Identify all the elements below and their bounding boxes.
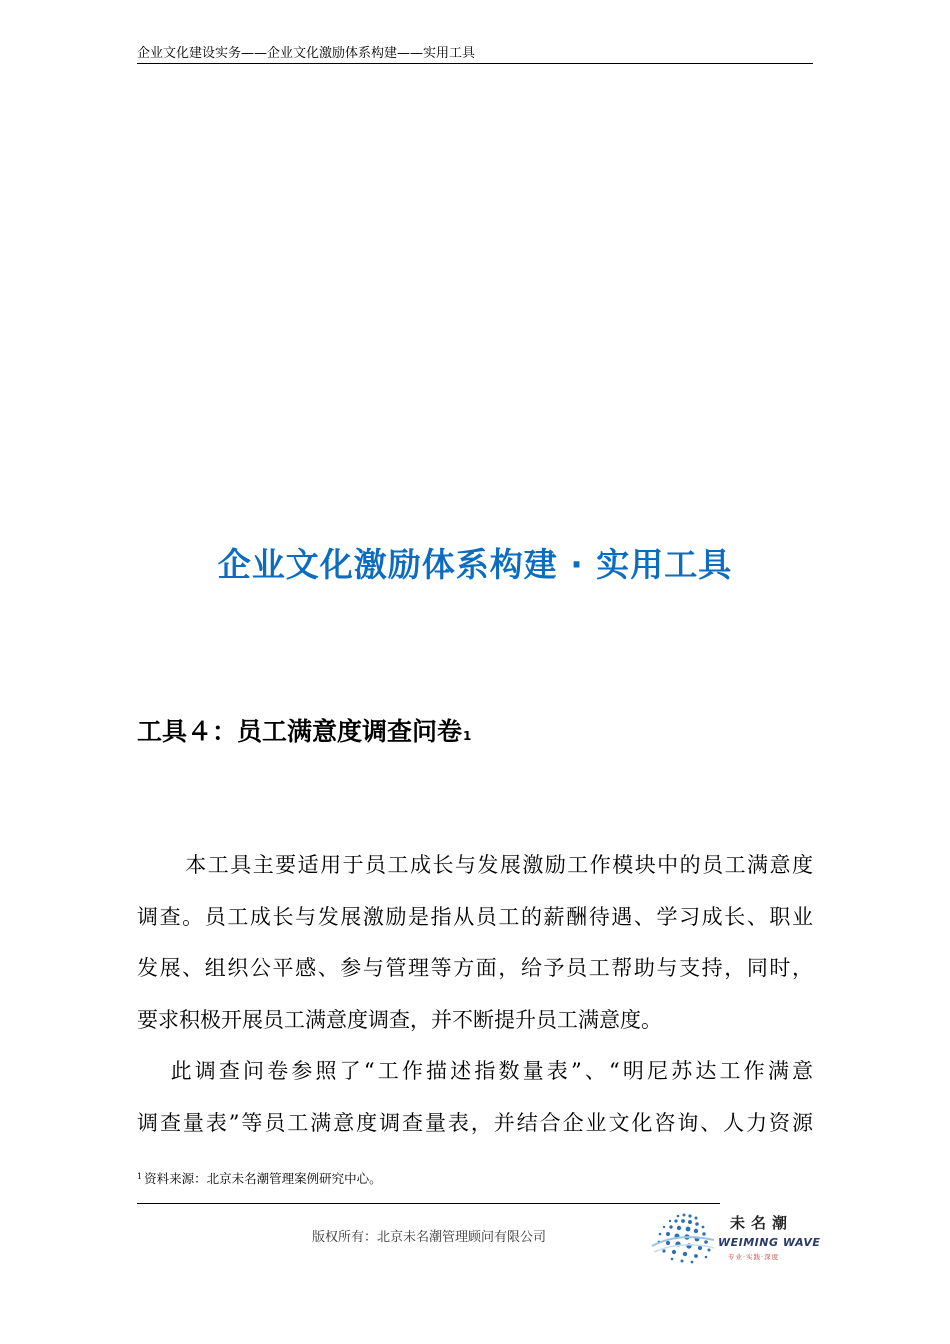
running-header-title: 企业文化建设实务——企业文化激励体系构建——实用工具 <box>137 46 476 61</box>
copyright-notice: 版权所有：北京未名潮管理顾问有限公司 <box>312 1230 547 1245</box>
footnote-marker: 1 <box>137 1172 143 1181</box>
paragraph-line: 调查量表”等员工满意度调查量表，并结合企业文化咨询、人力资源 <box>137 1110 813 1135</box>
logo-english-name: WEIMING WAVE <box>718 1236 821 1249</box>
wave-globe-logo-icon <box>648 1206 718 1268</box>
paragraph-line: 本工具主要适用于员工成长与发展激励工作模块中的员工满意度 <box>185 853 813 877</box>
page-title: 企业文化激励体系构建 · 实用工具 <box>217 545 733 584</box>
paragraph-line: 发展、组织公平感、参与管理等方面，给予员工帮助与支持，同时， <box>137 956 813 980</box>
logo-tagline: 专业·实践·深度 <box>728 1253 780 1261</box>
footer-divider <box>137 1203 720 1204</box>
section-heading-text: 工具４：员工满意度调查问卷 <box>137 717 463 746</box>
paragraph-line: 调查。员工成长与发展激励是指从员工的薪酬待遇、学习成长、职业 <box>137 904 813 929</box>
footnote <box>137 1170 382 1188</box>
company-logo <box>648 1206 821 1268</box>
footnote-reference[interactable]: 1 <box>463 729 472 743</box>
body-text <box>137 840 813 1149</box>
running-header <box>137 44 813 64</box>
paragraph-line: 此调查问卷参照了“工作描述指数量表”、“明尼苏达工作满意 <box>170 1059 813 1083</box>
section-heading <box>137 712 471 752</box>
paragraph-line: 要求积极开展员工满意度调查，并不断提升员工满意度。 <box>137 1007 662 1032</box>
footnote-text: 资料来源：北京未名潮管理案例研究中心。 <box>144 1171 382 1186</box>
logo-chinese-name: 未名潮 <box>730 1214 794 1232</box>
